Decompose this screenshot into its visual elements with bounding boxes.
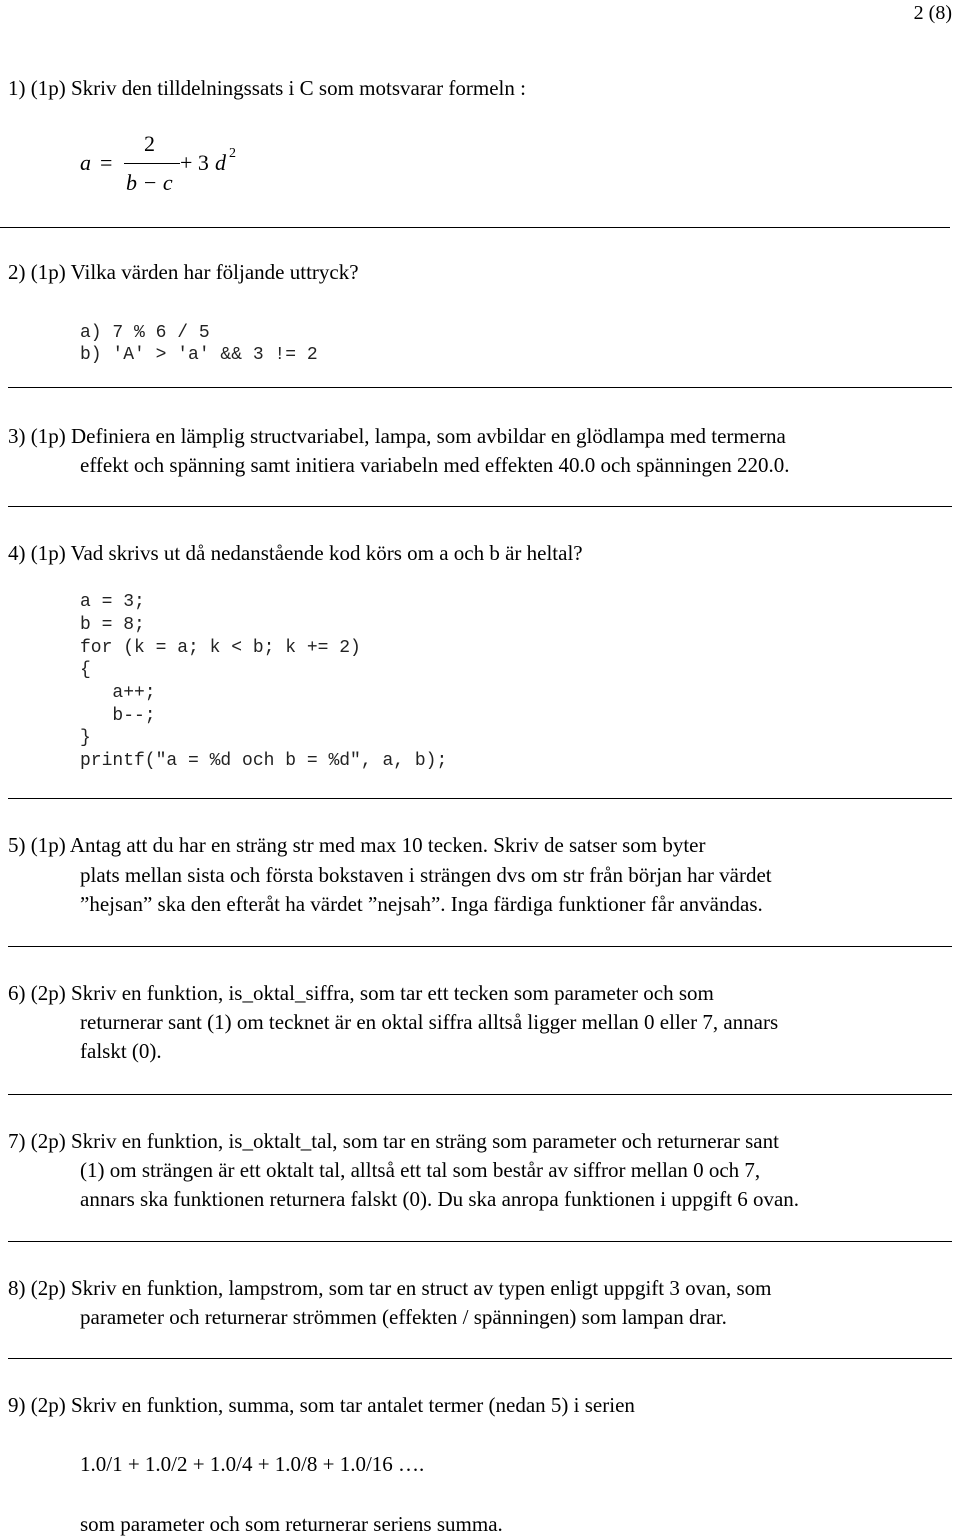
formula-exponent: 2 — [229, 146, 236, 161]
question-6-line-2: returnerar sant (1) om tecknet är en oktal siffra alltså ligger mellan 0 eller 7, annars — [80, 1010, 779, 1034]
question-7-line-3: annars ska funktionen returnera falskt (0). Du ska anropa funktionen i uppgift 6 ovan. — [80, 1187, 800, 1211]
question-3-line-1: 3) (1p) Definiera en lämplig structvariabel, lampa, som avbildar en glödlampa med termerna — [8, 424, 786, 448]
question-6-line-3: falskt (0). — [80, 1039, 162, 1063]
question-7-line-2: (1) om strängen är ett oktalt tal, alltså ett tal som består av siffror mellan 0 och 7, — [80, 1158, 761, 1182]
question-3-line-2: effekt och spänning samt initiera variabeln med effekten 40.0 och spänningen 220.0. — [80, 453, 790, 477]
question-7-line-1: 7) (2p) Skriv en funktion, is_oktalt_tal, som tar en sträng som parameter och returnerar sant — [8, 1129, 779, 1153]
divider-2 — [8, 387, 952, 388]
formula-equals: = — [100, 150, 113, 175]
question-5-line-3: ”hejsan” ska den efteråt ha värdet ”nejsah”. Inga färdiga funktioner får användas. — [80, 892, 763, 916]
question-2-line-b: b) ′A′ > ′a′ && 3 != 2 — [80, 345, 318, 365]
question-2-text: 2) (1p) Vilka värden har följande uttryck? — [8, 260, 359, 284]
question-9-line-3: som parameter och som returnerar seriens summa. — [80, 1512, 503, 1536]
code-line: { — [80, 660, 91, 680]
formula-variable: d — [215, 150, 226, 175]
question-5-line-1: 5) (1p) Antag att du har en sträng str med max 10 tecken. Skriv de satser som byter — [8, 833, 706, 857]
question-1-text: 1) (1p) Skriv den tilldelningssats i C som motsvarar formeln : — [8, 76, 526, 100]
code-line: for (k = a; k < b; k += 2) — [80, 638, 361, 658]
question-8-line-1: 8) (2p) Skriv en funktion, lampstrom, som tar en struct av typen enligt uppgift 3 ovan, som — [8, 1276, 772, 1300]
code-line: a = 3; — [80, 592, 145, 612]
question-9-series: 1.0/1 + 1.0/2 + 1.0/4 + 1.0/8 + 1.0/16 …. — [80, 1452, 425, 1476]
code-line: b = 8; — [80, 615, 145, 635]
question-8-line-2: parameter och returnerar strömmen (effekten / spänningen) som lampan drar. — [80, 1305, 727, 1329]
code-line: } — [80, 728, 91, 748]
code-line: printf(″a = %d och b = %d″, a, b); — [80, 751, 448, 771]
formula-denominator: b − c — [126, 170, 173, 195]
divider-4 — [8, 798, 952, 799]
divider-1 — [0, 227, 950, 228]
question-9-line-1: 9) (2p) Skriv en funktion, summa, som tar antalet termer (nedan 5) i serien — [8, 1393, 635, 1417]
divider-8 — [8, 1358, 952, 1359]
divider-7 — [8, 1241, 952, 1242]
question-4-text: 4) (1p) Vad skrivs ut då nedanstående kod körs om a och b är heltal? — [8, 541, 583, 565]
code-line: b--; — [80, 706, 156, 726]
formula-plus-term: + 3 — [180, 150, 209, 175]
question-2-line-a: a) 7 % 6 / 5 — [80, 323, 210, 343]
formula-lhs: a — [80, 150, 91, 175]
divider-3 — [8, 506, 952, 507]
code-line: a++; — [80, 683, 156, 703]
page-number: 2 (8) — [913, 2, 952, 24]
formula-numerator: 2 — [144, 131, 155, 156]
formula-fraction-bar — [124, 163, 180, 164]
question-5-line-2: plats mellan sista och första bokstaven i strängen dvs om str från början har värdet — [80, 863, 772, 887]
question-6-line-1: 6) (2p) Skriv en funktion, is_oktal_siffra, som tar ett tecken som parameter och som — [8, 981, 714, 1005]
divider-6 — [8, 1094, 952, 1095]
divider-5 — [8, 946, 952, 947]
